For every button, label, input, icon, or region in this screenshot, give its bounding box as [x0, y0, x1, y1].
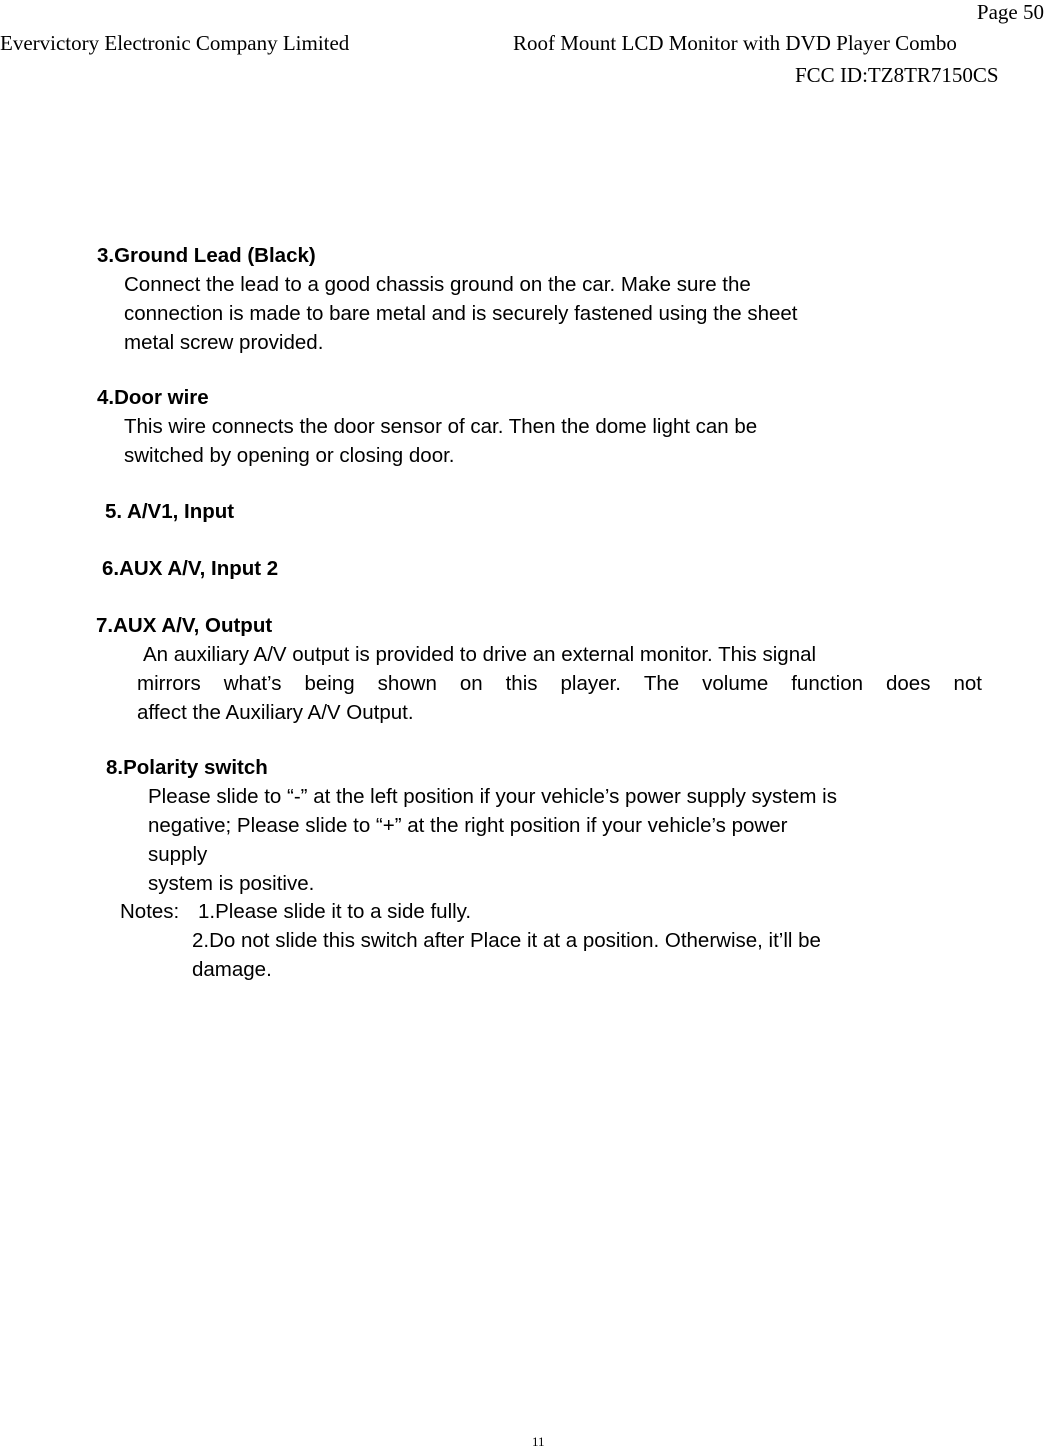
door-wire-heading: 4.Door wire: [97, 386, 209, 409]
page-number: 11: [532, 1434, 545, 1449]
word: shown: [377, 672, 437, 695]
aux-output-line-2: [137, 669, 982, 698]
ground-lead-line-1: Connect the lead to a good chassis ground on the car. Make sure the: [124, 273, 751, 296]
company-name: Evervictory Electronic Company Limited: [0, 31, 350, 55]
aux-output-heading: 7.AUX A/V, Output: [96, 614, 273, 637]
ground-lead-line-3: metal screw provided.: [124, 331, 324, 354]
word: not: [953, 672, 982, 695]
word: does: [886, 672, 931, 695]
word: mirrors: [137, 672, 201, 695]
polarity-line-3: supply: [148, 843, 208, 866]
word: on: [459, 672, 483, 695]
word: player.: [560, 672, 621, 695]
polarity-line-1: Please slide to “-” at the left position if your vehicle’s power supply system is: [148, 785, 837, 808]
word: volume: [702, 672, 769, 695]
polarity-switch-heading: 8.Polarity switch: [106, 756, 268, 779]
polarity-line-2: negative; Please slide to “+” at the right position if your vehicle’s power: [148, 814, 788, 837]
ground-lead-heading: 3.Ground Lead (Black): [97, 244, 316, 267]
ground-lead-line-2: connection is made to bare metal and is securely fastened using the sheet: [124, 302, 798, 325]
product-title: Roof Mount LCD Monitor with DVD Player Combo: [513, 31, 957, 55]
page-label: Page 50: [976, 0, 1044, 24]
fcc-id: FCC ID:TZ8TR7150CS: [795, 63, 999, 87]
word: what’s: [223, 672, 282, 695]
aux-input-heading: 6.AUX A/V, Input 2: [102, 557, 279, 580]
door-wire-line-2: switched by opening or closing door.: [124, 444, 455, 467]
note-2-line-1: 2.Do not slide this switch after Place it at a position. Otherwise, it’ll be: [192, 929, 821, 952]
word: this: [505, 672, 538, 695]
aux-output-line-3: affect the Auxiliary A/V Output.: [137, 701, 414, 724]
word: The: [643, 672, 680, 695]
note-2-line-2: damage.: [192, 958, 272, 981]
av1-input-heading: 5. A/V1, Input: [105, 500, 235, 523]
notes-label: Notes:: [120, 900, 180, 923]
word: function: [791, 672, 864, 695]
aux-output-line-1: An auxiliary A/V output is provided to drive an external monitor. This signal: [143, 643, 817, 666]
polarity-line-4: system is positive.: [148, 872, 315, 895]
word: being: [304, 672, 355, 695]
door-wire-line-1: This wire connects the door sensor of car. Then the dome light can be: [124, 415, 758, 438]
note-1: 1.Please slide it to a side fully.: [198, 900, 472, 923]
